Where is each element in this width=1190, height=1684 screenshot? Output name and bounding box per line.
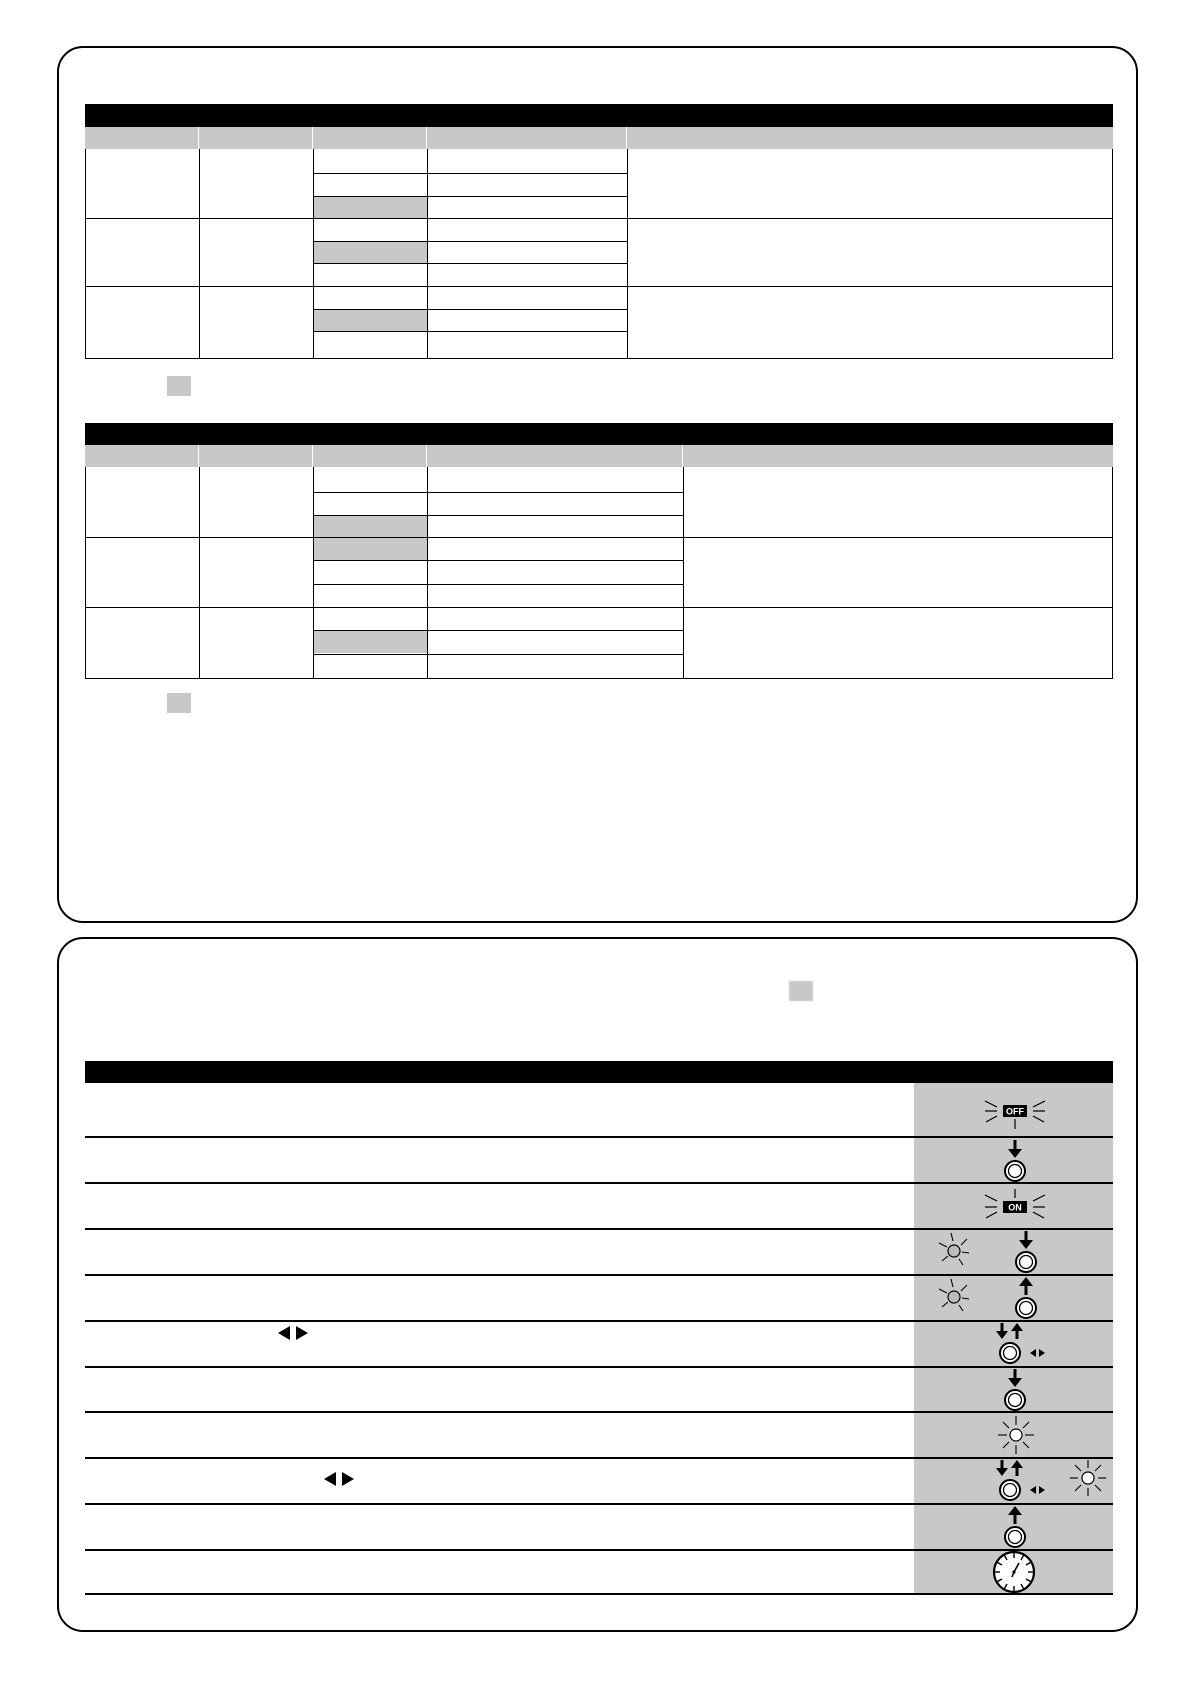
table-2-legend-swatch [167,693,191,713]
button-press-icon [1002,1138,1028,1182]
table-1-highlight-cell [314,309,427,331]
table-1-highlight-cell [314,241,427,263]
row-separator [85,1182,1113,1184]
table-1-border [1112,149,1113,359]
table-2-border [85,467,86,679]
table-1-highlight-cell [314,196,427,218]
table-2-col-sep [683,467,684,679]
procedure-title-bar [85,1061,1113,1083]
led-blink-icon [997,1415,1035,1455]
table-2-col-sep [199,467,200,679]
table-2-header-cell [85,445,199,467]
procedure-table [85,1061,1113,1591]
table-1-header-row [85,127,1113,149]
table-2-header-cell [313,445,427,467]
table-2-border [1112,467,1113,679]
table-1-col-sep [313,149,314,359]
table-2-row-sep [313,560,683,561]
table-1-border [85,149,86,359]
table-1-row-sep [313,331,627,332]
table-1-header-cell [427,127,627,149]
table-2-body [85,467,1113,679]
table-1-col-sep [627,149,628,359]
press-release-arrows-blink-icon [992,1458,1112,1504]
row-separator [85,1593,1113,1595]
table-2-row-sep [313,515,683,516]
table-1-row-sep [313,241,627,242]
table-2-row-sep [313,492,683,493]
left-right-arrows-icon [277,1325,311,1341]
table-1-row-sep [313,173,627,174]
table-2-row-sep [313,584,683,585]
table-2-highlight-cell [314,515,427,537]
button-release-icon [1002,1504,1028,1548]
table-1-group-sep [85,218,1113,219]
table-2-header-cell [427,445,683,467]
table-1-row-sep [313,263,627,264]
led-blink-and-press-icon [937,1229,1047,1275]
table-1-header-cell [627,127,1113,149]
table-2-border [85,678,1113,679]
table-1-header-cell [199,127,313,149]
left-right-arrows-icon [323,1471,357,1487]
table-2-header-row [85,445,1113,467]
row-separator [85,1549,1113,1551]
table-1-col-sep [199,149,200,359]
top-panel [57,46,1138,923]
table-1-border [85,358,1113,359]
table-1-row-sep [313,196,627,197]
table-2 [85,423,1113,678]
table-1-legend-swatch [167,376,191,396]
table-1 [85,104,1113,359]
bottom-panel [57,937,1138,1632]
table-2-row-sep [313,630,683,631]
table-2-highlight-cell [314,538,427,560]
row-separator [85,1503,1113,1505]
table-2-highlight-cell [314,631,427,653]
intro-legend-swatch [789,981,813,1001]
press-release-arrows-icon [992,1321,1052,1367]
row-separator [85,1457,1113,1459]
row-separator [85,1136,1113,1138]
led-off-blinking-icon [982,1095,1048,1131]
svg-text:OFF: OFF [1006,1106,1024,1117]
table-1-header-cell [85,127,199,149]
timer-clock-icon [991,1550,1037,1594]
table-2-row-sep [313,654,683,655]
table-2-title-bar [85,423,1113,445]
led-blink-and-release-icon [937,1275,1047,1321]
table-2-group-sep [85,607,1113,608]
table-1-header-cell [313,127,427,149]
row-separator [85,1366,1113,1368]
table-2-group-sep [85,537,1113,538]
table-1-title-bar [85,104,1113,127]
led-on-blinking-icon [982,1187,1048,1223]
table-1-col-sep [427,149,428,359]
table-2-header-cell [683,445,1113,467]
table-2-col-sep [427,467,428,679]
table-1-row-sep [313,309,627,310]
table-2-col-sep [313,467,314,679]
table-1-body [85,149,1113,359]
button-press-icon [1002,1367,1028,1411]
table-2-header-cell [199,445,313,467]
svg-text:ON: ON [1008,1202,1022,1213]
table-1-group-sep [85,286,1113,287]
row-separator [85,1411,1113,1413]
